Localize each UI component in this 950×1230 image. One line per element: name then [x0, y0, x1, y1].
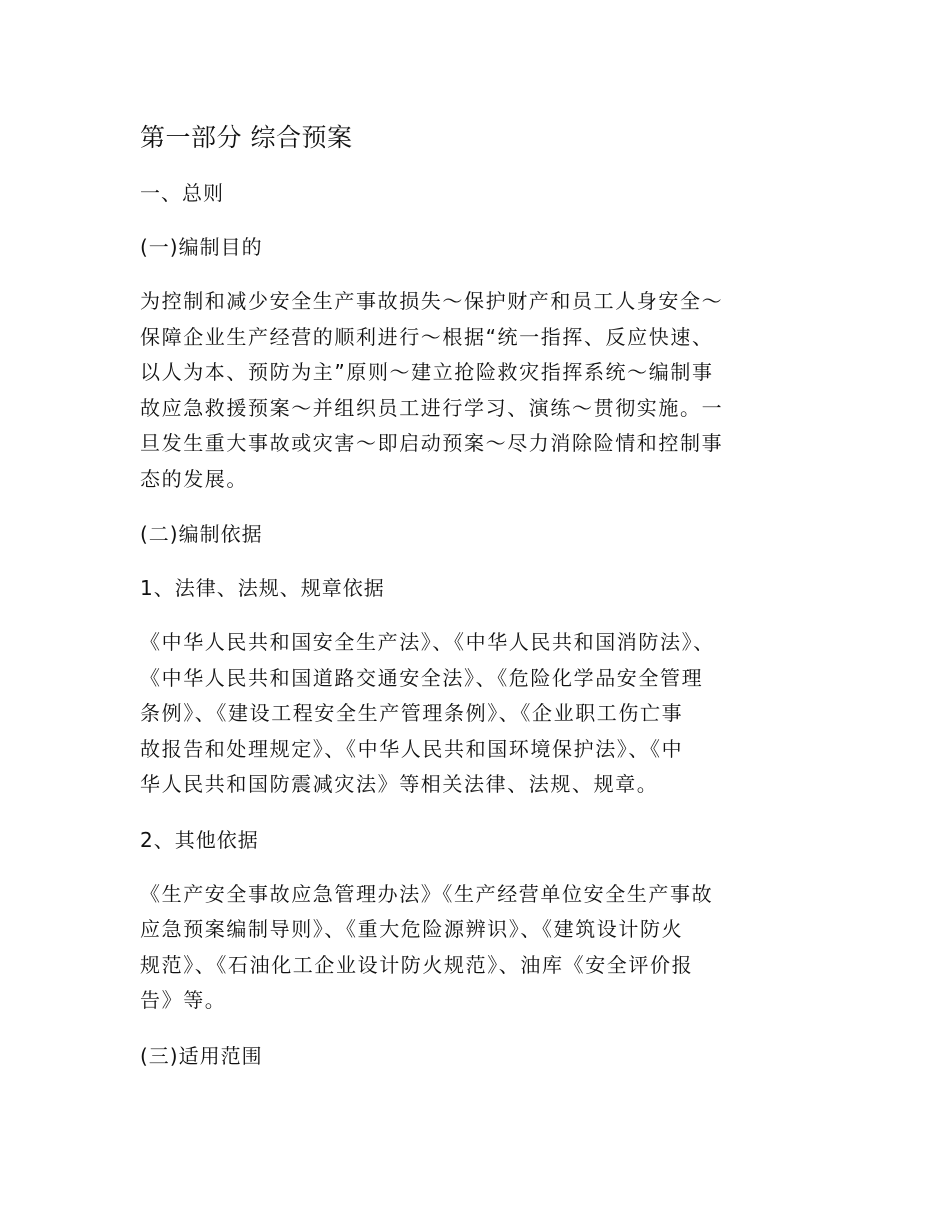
section-heading-basis: (二)编制依据 — [140, 522, 263, 546]
paragraph-line: 条例》、《建设工程安全生产管理条例》、《企业职工伤亡事 — [140, 701, 684, 725]
paragraph-line: 华人民共和国防震减灾法》等相关法律、法规、规章。 — [140, 772, 659, 796]
paragraph-laws — [140, 625, 820, 803]
paragraph-line: 规范》、《石油化工企业设计防火规范》、油库《安全评价报 — [140, 952, 694, 977]
section-heading-purpose: (一)编制目的 — [140, 235, 263, 259]
paragraph-line: 故报告和处理规定》、《中华人民共和国环境保护法》、《中 — [140, 736, 684, 761]
section-heading-laws: 1、法律、法规、规章依据 — [140, 576, 385, 600]
paragraph-purpose — [140, 284, 820, 497]
paragraph-other-basis — [140, 877, 820, 1019]
paragraph-line: 故应急救援预案～并组织员工进行学习、演练～贯彻实施。一 — [140, 395, 724, 420]
document-page — [140, 118, 820, 1093]
paragraph-line: 态的发展。 — [140, 466, 248, 491]
paragraph-line: 保障企业生产经营的顺利进行～根据“统一指挥、反应快速、 — [140, 324, 714, 349]
paragraph-line: 《生产安全事故应急管理办法》《生产经营单位安全生产事故 — [140, 881, 714, 906]
paragraph-line: 《中华人民共和国安全生产法》、《中华人民共和国消防法》、 — [140, 630, 715, 654]
section-heading-general: 一、总则 — [140, 181, 224, 205]
paragraph-line: 以人为本、预防为主”原则～建立抢险救灾指挥系统～编制事 — [140, 360, 714, 384]
paragraph-line: 《中华人民共和国道路交通安全法》、《危险化学品安全管理 — [140, 665, 704, 690]
paragraph-line: 为控制和减少安全生产事故损失～保护财产和员工人身安全～ — [140, 289, 724, 313]
paragraph-line: 告》等。 — [140, 988, 227, 1012]
paragraph-line: 应急预案编制导则》、《重大危险源辨识》、《建筑设计防火 — [140, 917, 684, 941]
section-heading-other-basis: 2、其他依据 — [140, 827, 259, 852]
section-heading-scope: (三)适用范围 — [140, 1043, 263, 1068]
document-title: 第一部分 综合预案 — [140, 123, 353, 152]
paragraph-line: 旦发生重大事故或灾害～即启动预案～尽力消除险情和控制事 — [140, 431, 724, 455]
